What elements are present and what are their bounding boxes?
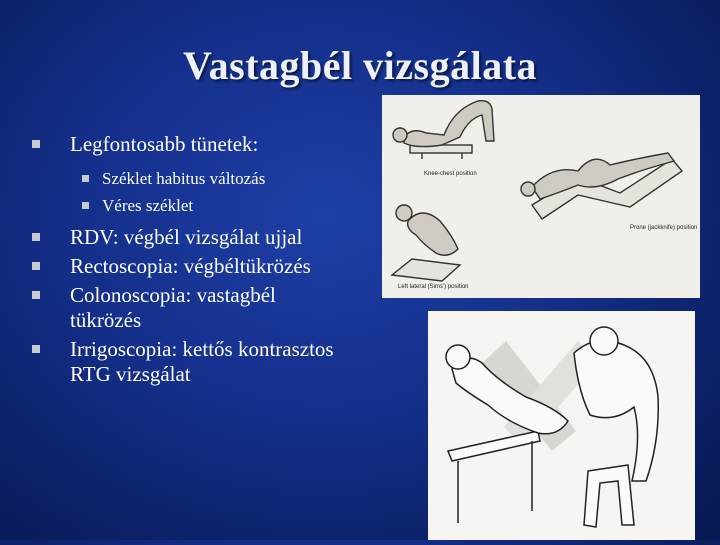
label-knee-chest: Knee-chest position — [424, 171, 477, 177]
bullet-list — [30, 132, 370, 387]
physician-figure — [574, 341, 658, 482]
rectal-exam-drawing — [428, 311, 695, 540]
label-prone-jackknife: Prone (jackknife) position — [630, 225, 698, 231]
sub-bullet-item — [30, 192, 370, 219]
bullet-square-icon — [32, 233, 40, 241]
bullet-text: Irrigoscopia: kettős kontrasztos RTG vizsgálat — [70, 337, 334, 386]
bullet-item — [30, 283, 330, 333]
bullet-text: RDV: végbél vizsgálat ujjal — [70, 225, 303, 249]
patient-positions-drawing — [382, 95, 700, 298]
bullet-square-icon — [32, 262, 40, 270]
bullet-square-icon — [82, 202, 89, 209]
sub-bullet-item — [30, 165, 370, 192]
bullet-text: Rectoscopia: végbéltükrözés — [70, 254, 311, 278]
table-shape — [448, 431, 540, 461]
bullet-square-icon — [32, 345, 40, 353]
bullet-square-icon — [32, 140, 40, 148]
bullet-text: Legfontosabb tünetek: — [70, 132, 259, 156]
bullet-square-icon — [82, 175, 89, 182]
bullet-item — [30, 132, 370, 157]
patient-positions-illustration — [382, 95, 700, 298]
bullet-item — [30, 225, 370, 250]
lateral-table-shape — [392, 259, 460, 281]
rectal-exam-illustration — [428, 311, 695, 540]
slide-title: Vastagbél vizsgálata — [182, 43, 538, 88]
bullet-item — [30, 254, 370, 279]
left-lateral-figure — [408, 213, 458, 255]
bullet-square-icon — [32, 291, 40, 299]
bullet-item — [30, 337, 370, 387]
bullet-text: Colonoscopia: vastagbél tükrözés — [70, 283, 276, 332]
sub-bullet-text: Véres széklet — [102, 196, 194, 215]
knee-chest-figure — [404, 101, 494, 147]
sub-bullet-text: Széklet habitus változás — [102, 169, 266, 188]
label-left-lateral: Left lateral (Sims') position — [398, 284, 469, 290]
